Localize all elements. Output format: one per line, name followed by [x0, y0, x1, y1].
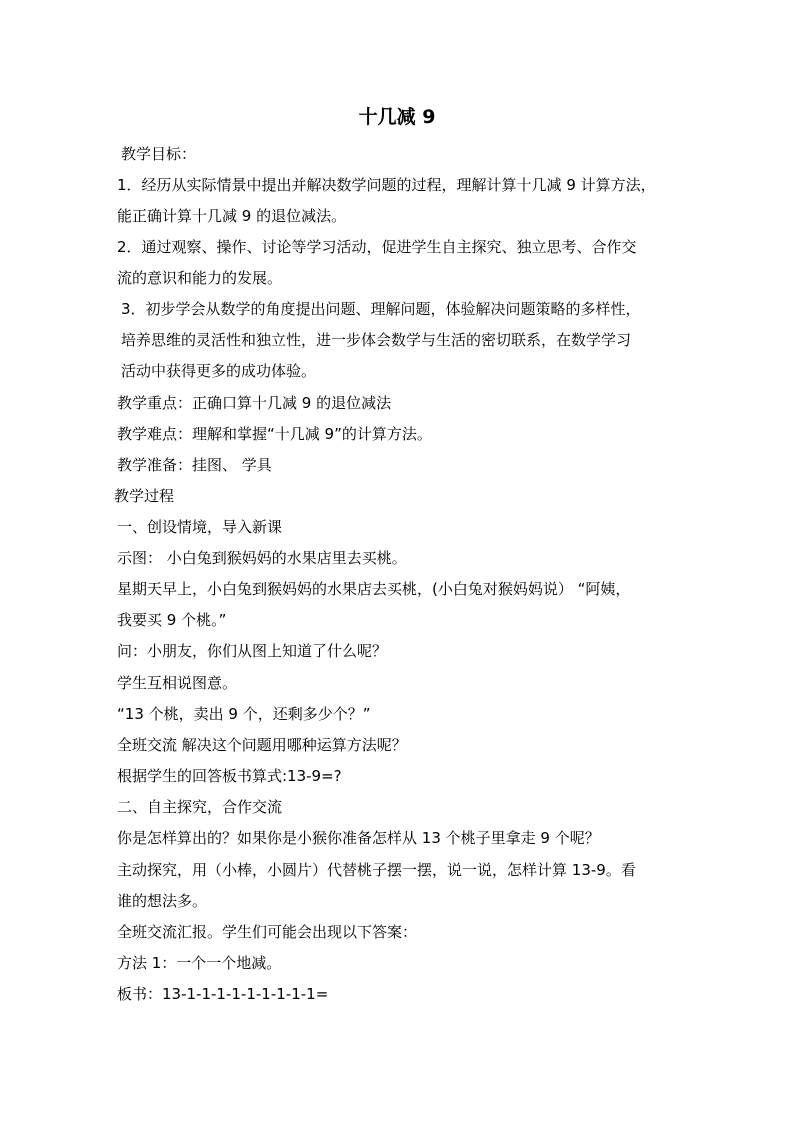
text-line: 示图： 小白兔到猴妈妈的水果店里去买桃。	[117, 549, 407, 567]
text-line: 1．经历从实际情景中提出并解决数学问题的过程，理解计算十几减 9 计算方法，	[117, 176, 656, 194]
text-line: 星期天早上，小白兔到猴妈妈的水果店去买桃，(小白兔对猴妈妈说） “阿姨，	[117, 580, 631, 598]
text-line: 教学准备：挂图、 学具	[117, 456, 272, 474]
text-line: 根据学生的回答板书算式:13-9=?	[117, 767, 342, 785]
text-line: 方法 1：一个一个地减。	[117, 954, 282, 972]
text-line: 3．初步学会从数学的角度提出问题、理解问题，体验解决问题策略的多样性，	[121, 300, 641, 318]
text-line: 板书：13-1-1-1-1-1-1-1-1-1=	[117, 985, 329, 1003]
document-title: 十几减 9	[358, 106, 436, 128]
text-line: 学生互相说图意。	[117, 674, 238, 692]
text-line: 二、自主探究，合作交流	[117, 798, 283, 816]
text-line: 教学重点：正确口算十几减 9 的退位减法	[117, 394, 392, 412]
text-line: 教学难点：理解和掌握“十几减 9”的计算方法。	[117, 425, 432, 443]
text-line: 你是怎样算出的？如果你是小猴你准备怎样从 13 个桃子里拿走 9 个呢？	[117, 829, 600, 847]
text-line: 2．通过观察、操作、讨论等学习活动，促进学生自主探究、独立思考、合作交	[117, 238, 637, 256]
text-line: 培养思维的灵活性和独立性，进一步体会数学与生活的密切联系，在数学学习	[121, 331, 632, 349]
text-line: 活动中获得更多的成功体验。	[121, 362, 317, 380]
text-line: 全班交流 解决这个问题用哪种运算方法呢？	[117, 736, 407, 754]
text-line: 全班交流汇报。学生们可能会出现以下答案：	[117, 923, 418, 941]
text-line: “13 个桃，卖出 9 个，还剩多少个？”	[117, 705, 371, 723]
text-line: 一、创设情境，导入新课	[117, 518, 283, 536]
text-line: 问：小朋友，你们从图上知道了什么呢？	[117, 642, 388, 660]
text-line: 谁的想法多。	[117, 892, 208, 910]
text-line: 能正确计算十几减 9 的退位减法。	[117, 207, 347, 225]
text-line: 我要买 9 个桃。”	[117, 611, 227, 629]
text-line: 教学过程	[114, 487, 175, 505]
text-line: 流的意识和能力的发展。	[117, 269, 283, 287]
text-line: 教学目标：	[121, 145, 197, 163]
text-line: 主动探究，用（小棒，小圆片）代替桃子摆一摆，说一说，怎样计算 13-9。看	[117, 861, 636, 879]
